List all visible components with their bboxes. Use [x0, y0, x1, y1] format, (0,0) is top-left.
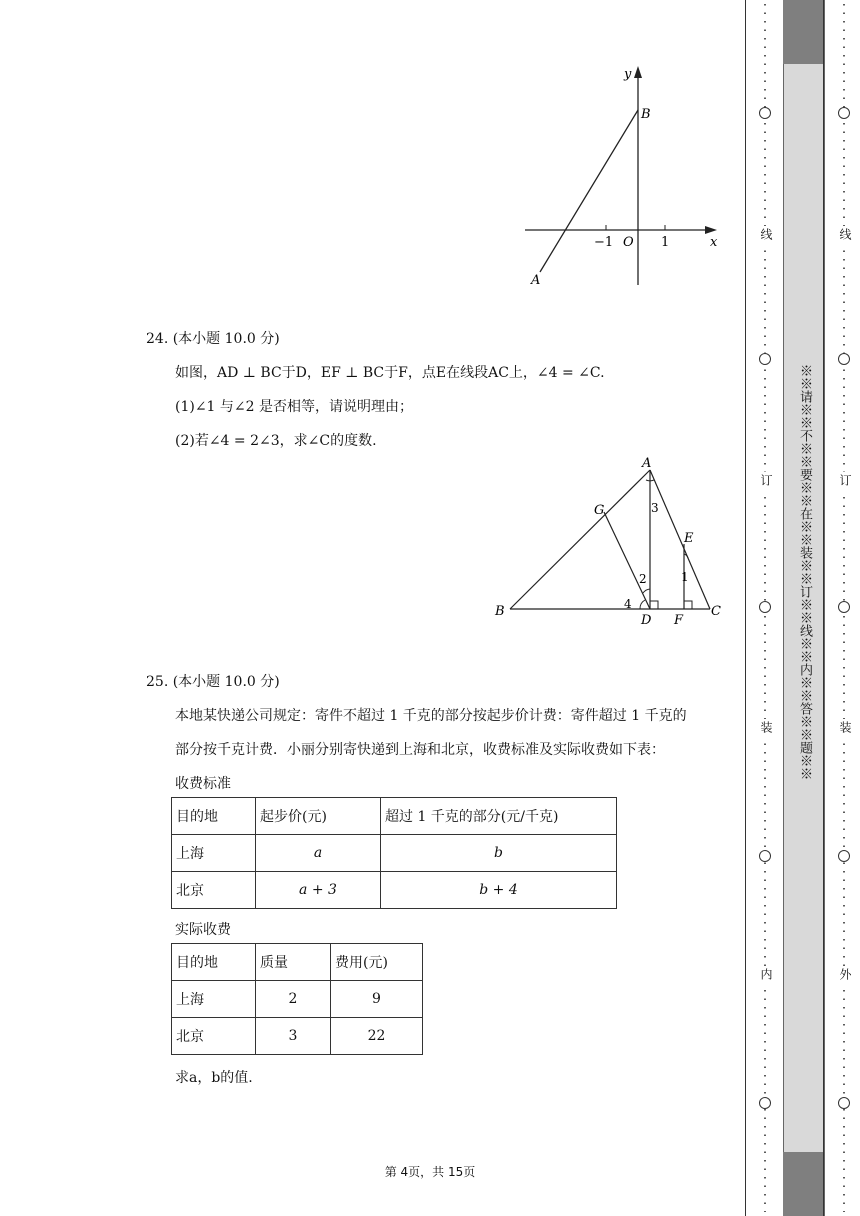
vertex-b-label: B: [495, 604, 505, 619]
table-cell: a + 3: [256, 872, 381, 909]
table-cell: 2: [256, 981, 331, 1018]
table1-title: 收费标准: [175, 776, 231, 792]
coordinate-graph-figure: [520, 60, 730, 290]
triangle-geometry-figure: [490, 452, 730, 624]
vertex-g-label: G: [594, 503, 605, 518]
table-row: [172, 835, 617, 872]
question-24-stem: 如图，AD ⊥ BC于D，EF ⊥ BC于F，点E在线段AC上，∠4 = ∠C.: [175, 365, 605, 381]
table-header-cell: 目的地: [172, 944, 256, 981]
tick-label-neg1: −1: [594, 235, 614, 250]
point-b-label: B: [641, 107, 651, 122]
table-row: [172, 1018, 423, 1055]
vertex-f-label: F: [674, 613, 684, 624]
outer-label-outside: 外: [838, 968, 852, 980]
inner-label-binding: 订: [759, 474, 773, 486]
table-row: [172, 798, 617, 835]
table-cell: 上海: [172, 835, 256, 872]
angle-3-label: 3: [651, 501, 659, 515]
question-24-part1: (1)∠1 与∠2 是否相等，请说明理由；: [175, 399, 414, 415]
inner-dotted-column: [757, 0, 773, 1216]
fee-standard-table: [171, 797, 617, 909]
table-row: [172, 872, 617, 909]
table-cell: b + 4: [381, 872, 617, 909]
actual-fee-table: [171, 943, 423, 1055]
question-24-header: 24. (本小题 10.0 分): [146, 331, 280, 347]
no-answer-warning: ※※请※※不※※要※※在※※装※※订※※线※※内※※答※※题※※: [797, 364, 812, 780]
point-a-label: A: [531, 273, 541, 288]
band-bottom-block: [783, 1152, 823, 1216]
vertex-d-label: D: [641, 613, 652, 624]
vertex-c-label: C: [711, 604, 721, 619]
x-axis-label: x: [710, 235, 718, 250]
table-cell: 北京: [172, 1018, 256, 1055]
table-cell: 上海: [172, 981, 256, 1018]
vertex-e-label: E: [684, 531, 694, 546]
inner-label-line: 线: [759, 228, 773, 240]
question-24-part2: (2)若∠4 = 2∠3，求∠C的度数.: [175, 433, 377, 449]
angle-1-label: 1: [681, 570, 689, 584]
table-cell: 3: [256, 1018, 331, 1055]
tick-label-1: 1: [661, 235, 670, 250]
table-cell: 北京: [172, 872, 256, 909]
table-row: [172, 944, 423, 981]
inner-label-inside: 内: [759, 968, 773, 980]
table-header-cell: 起步价(元): [256, 798, 381, 835]
origin-label: O: [623, 235, 634, 250]
table-cell: 22: [331, 1018, 423, 1055]
question-25-line2: 部分按千克计费．小丽分别寄快递到上海和北京，收费标准及实际收费如下表：: [175, 742, 665, 758]
outer-label-binding: 订: [838, 474, 852, 486]
table-header-cell: 目的地: [172, 798, 256, 835]
page-footer: 第 4页，共 15页: [384, 1165, 476, 1179]
vertex-a-label: A: [642, 456, 652, 471]
band-top-block: [783, 0, 823, 64]
question-25-line1: 本地某快递公司规定：寄件不超过 1 千克的部分按起步价计费：寄件超过 1 千克的: [175, 708, 687, 724]
binding-margin: [745, 0, 860, 1216]
table-row: [172, 981, 423, 1018]
table-cell: a: [256, 835, 381, 872]
question-25-header: 25. (本小题 10.0 分): [146, 674, 280, 690]
table-cell: b: [381, 835, 617, 872]
table-header-cell: 费用(元): [331, 944, 423, 981]
table-cell: 9: [331, 981, 423, 1018]
y-axis-label: y: [624, 67, 632, 82]
inner-label-mount: 装: [759, 721, 773, 733]
question-25-ask: 求a，b的值.: [175, 1070, 253, 1086]
outer-dotted-column: [836, 0, 852, 1216]
table2-title: 实际收费: [175, 922, 231, 938]
angle-4-label: 4: [624, 597, 632, 611]
outer-label-line: 线: [838, 228, 852, 240]
table-header-cell: 超过 1 千克的部分(元/千克): [381, 798, 617, 835]
table-header-cell: 质量: [256, 944, 331, 981]
outer-label-mount: 装: [838, 721, 852, 733]
angle-2-label: 2: [639, 572, 647, 586]
